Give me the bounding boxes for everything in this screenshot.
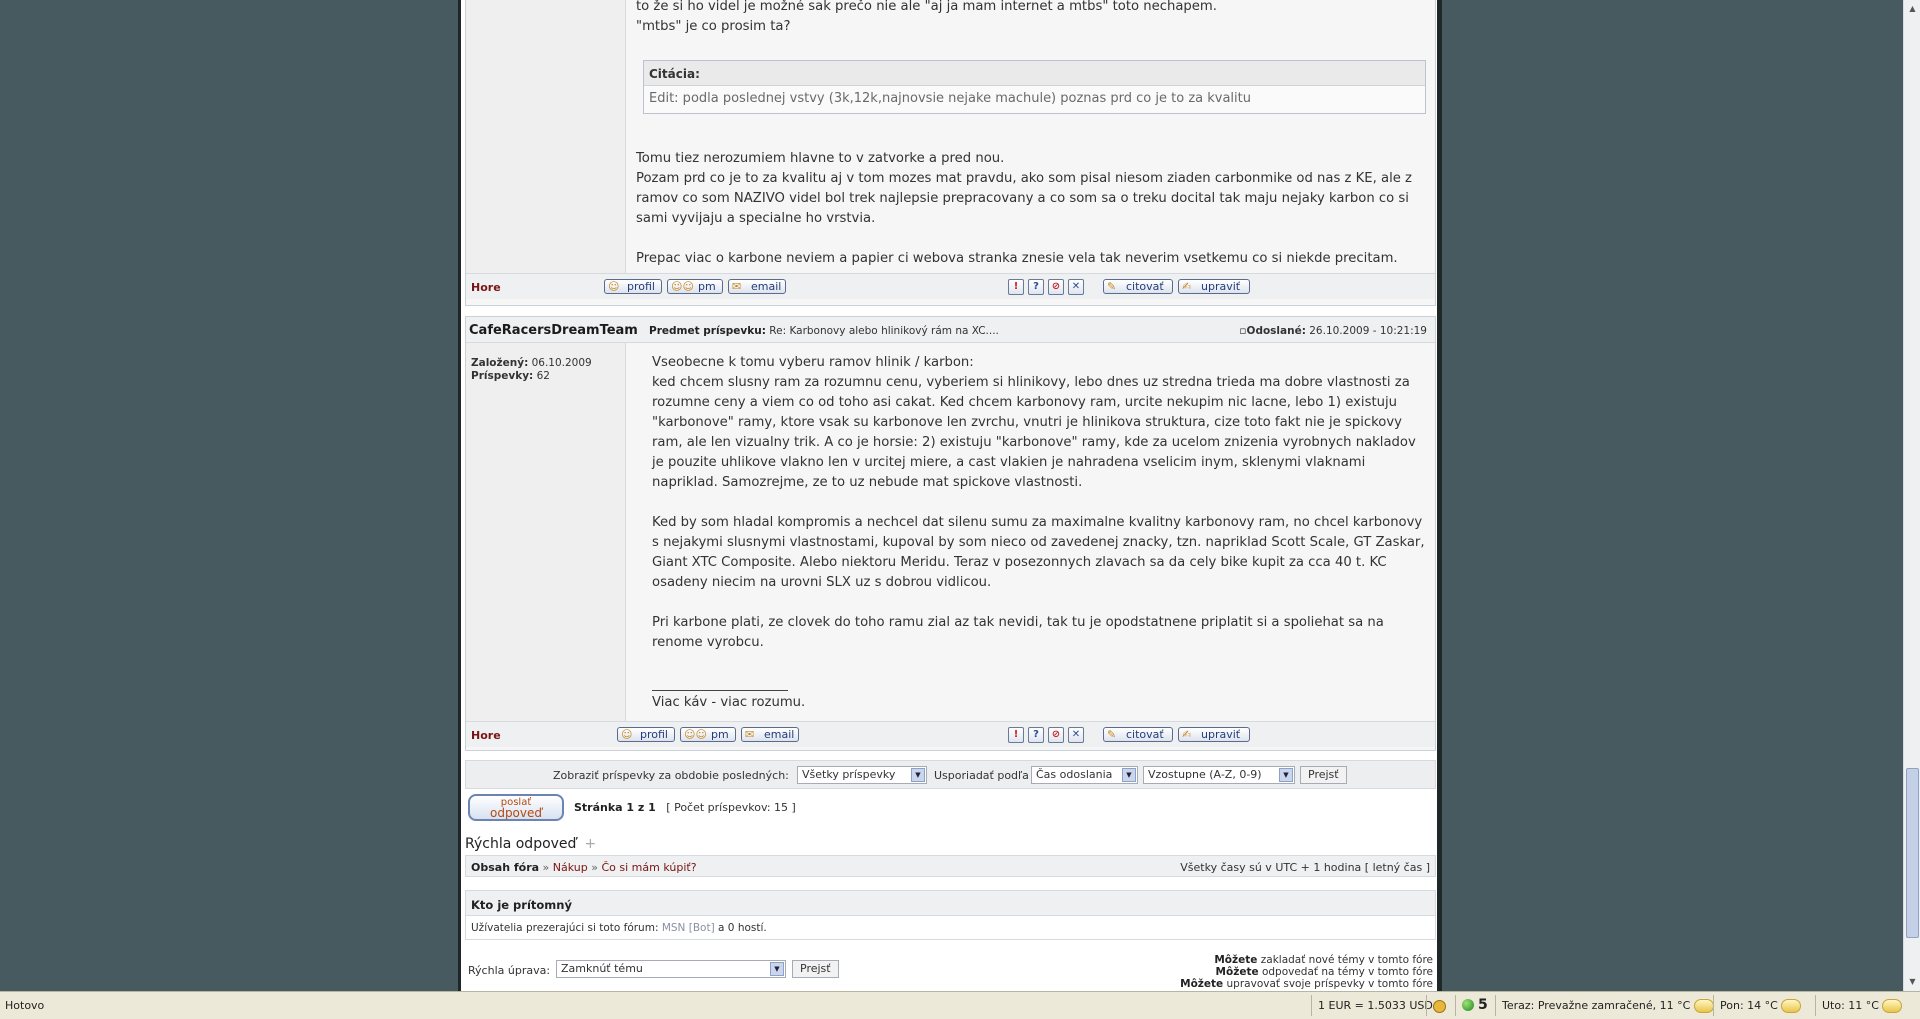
weather-monday[interactable]: Pon: 14 °C: [1713, 995, 1805, 1016]
pagination-info: Stránka 1 z 1 [ Počet príspevkov: 15 ]: [574, 801, 796, 814]
quote-button[interactable]: ✎ citovať: [1103, 279, 1173, 294]
post-actions: [466, 721, 1435, 747]
post-previous: [465, 0, 1436, 306]
browser-status-bar: [0, 991, 1920, 1019]
post-signature: Viac káv - viac rozumu.: [652, 695, 806, 710]
cloud-sun-icon: [1694, 999, 1714, 1013]
post-author[interactable]: CafeRacersDreamTeam: [469, 323, 638, 338]
edit-button[interactable]: ✍ upraviť: [1178, 727, 1250, 742]
permission-line: Môžete upravovať svoje príspevky v tomto fóre: [1180, 978, 1433, 990]
quote-text: Edit: podla poslednej vstvy (3k,12k,najnovsie nejake machule) poznas prd co je to za kvalitu: [649, 91, 1251, 106]
quote-bubble-icon: ✎: [1107, 280, 1117, 293]
warn-icon[interactable]: ⊘: [1048, 279, 1064, 295]
vertical-scrollbar[interactable]: [1903, 0, 1920, 991]
scrollbar-thumb[interactable]: [1906, 768, 1919, 938]
green-ball-icon: [1462, 999, 1474, 1011]
plus-icon[interactable]: +: [584, 836, 597, 852]
pm-button[interactable]: ☺☺ pm: [667, 279, 723, 294]
period-select[interactable]: Všetky príspevky ▼: [797, 766, 927, 784]
email-button[interactable]: ✉ email: [728, 279, 786, 294]
notification-counter[interactable]: 5: [1455, 995, 1488, 1016]
user-icon: ☺: [621, 728, 633, 741]
back-to-top-link[interactable]: Hore: [471, 729, 501, 742]
reply-button-top: poslať: [500, 797, 532, 808]
order-label: Usporiadať podľa: [934, 769, 1029, 782]
sort-bar: [465, 760, 1436, 789]
scroll-down-arrow-icon[interactable]: ▼: [1909, 977, 1916, 986]
quote-label: Citácia:: [644, 61, 1425, 86]
chevron-down-icon: ▼: [770, 962, 784, 976]
breadcrumb-forum-index[interactable]: Obsah fóra: [471, 861, 540, 874]
post: [465, 316, 1436, 751]
users-icon: ☺☺: [671, 280, 694, 293]
delete-icon[interactable]: ✕: [1068, 727, 1084, 743]
order-by-select[interactable]: Čas odoslania ▼: [1031, 766, 1138, 784]
edit-button[interactable]: ✍ upraviť: [1178, 279, 1250, 294]
chevron-down-icon: ▼: [1122, 768, 1136, 782]
email-button[interactable]: ✉ email: [741, 727, 799, 742]
who-is-online: [465, 890, 1436, 940]
currency-rate[interactable]: 1 EUR = 1.5033 USD: [1311, 995, 1433, 1016]
chevron-down-icon: ▼: [911, 768, 925, 782]
envelope-icon: ✉: [732, 280, 742, 293]
quote-bubble-icon: ✎: [1107, 728, 1117, 741]
breadcrumb-co-si-mam-kupit[interactable]: Čo si mám kúpiť?: [601, 861, 697, 874]
report-icon[interactable]: !: [1008, 279, 1024, 295]
online-title: Kto je prítomný: [466, 891, 1435, 916]
breadcrumb-nakup[interactable]: Nákup: [552, 861, 588, 874]
users-icon: ☺☺: [684, 728, 707, 741]
online-users: Užívatelia prezerajúci si toto fórum: MSN [Bot] a 0 hostí.: [471, 922, 767, 934]
weather-now[interactable]: Teraz: Prevažne zamračené, 11 °C: [1495, 995, 1718, 1016]
profile-button[interactable]: ☺ profil: [617, 727, 675, 742]
quick-mod-select[interactable]: Zamknúť tému ▼: [556, 960, 786, 978]
quote-box: [643, 60, 1426, 114]
pencil-icon: ✍: [1182, 280, 1192, 293]
quick-mod-go-button[interactable]: Prejsť: [792, 960, 839, 978]
post-author-column: [466, 0, 626, 273]
info-icon[interactable]: ?: [1028, 279, 1044, 295]
cloud-sun-icon: [1781, 999, 1801, 1013]
envelope-icon: ✉: [745, 728, 755, 741]
report-icon[interactable]: !: [1008, 727, 1024, 743]
info-icon[interactable]: ?: [1028, 727, 1044, 743]
weather-tuesday[interactable]: Uto: 11 °C: [1815, 995, 1906, 1016]
post-date: ▫Odoslané: 26.10.2009 - 10:21:19: [1239, 325, 1427, 337]
chevron-down-icon: ▼: [1279, 768, 1293, 782]
quote-button[interactable]: ✎ citovať: [1103, 727, 1173, 742]
forum-permissions: [1180, 954, 1433, 990]
sort-go-button[interactable]: Prejsť: [1300, 766, 1347, 784]
direction-select[interactable]: Vzostupne (A-Z, 0-9) ▼: [1143, 766, 1295, 784]
permission-line: Môžete zakladať nové témy v tomto fóre: [1214, 954, 1433, 966]
post-text: to že si ho videl je možné sak prečo nie ale "aj ja mam internet a mtbs" toto nechapem. "mtbs" je co prosim ta?: [636, 0, 1217, 34]
post-icon[interactable]: ▫: [1239, 325, 1247, 337]
user-icon: ☺: [608, 280, 620, 293]
post-reply-button[interactable]: [468, 794, 564, 821]
quick-reply-toggle[interactable]: Rýchla odpoveď +: [465, 836, 597, 852]
delete-icon[interactable]: ✕: [1068, 279, 1084, 295]
author-details: Založený: 06.10.2009 Príspevky: 62: [471, 357, 592, 382]
status-text: Hotovo: [5, 999, 45, 1012]
breadcrumb: [465, 855, 1436, 877]
post-body: Vseobecne k tomu vyberu ramov hlinik / karbon: ked chcem slusny ram za rozumnu cenu, vyberiem si hlinikovy, lebo dnes uz stredna trieda ma dobre vlastnosti za rozumne ceny a viem co od toho asi cakat. Ked chcem karbonovy ram, urcite nekupim nic lacne, lebo 1) existuju "karbonove" ramy, ktore vsak su karbonove len zvrchu, vnutri je hlinikova struktura, cize toto fakt nie je spickovy ram, ale len vizualny trik. A co je horsie: 2) existuju "karbonove" ramy, kde za ucelom znizenia vyrobnych nakladov je pouzite uhlikove vlakno len v urcitej miere, a cast vlakien je nahradena vselicim inym, sklenymi vlaknami napriklad. Samozrejme, ze to uz nebude mat spickove vlastnosti. Ked by som hladal kompromis a nechcel dat silenu sumu za maximalne kvalitny karbonovy ram, no chcel karbonovy s nejakymi slusnymi vlastnostami, kupoval by som nieco od zavedenej znacky, tzn. napriklad Scott Scale, GT Zaskar, Giant XTC Composite. Alebo niektoru Meridu. Teraz v posezonnych zlavach sa da cely bike kupit za cca 40 t. KC osadeny niecim na urovni SLX uz s dobrou vidlicou. Pri karbone plati, ze clovek do toho ramu zial az tak nevidi, tak tu je opodstatnene priplatit si a spoliehat sa na renome vyrobcu.: [652, 355, 1425, 650]
scroll-up-arrow-icon[interactable]: ▲: [1909, 4, 1916, 13]
reply-button-bottom: odpoveď: [489, 806, 543, 820]
quick-mod-label: Rýchla úprava:: [468, 964, 551, 977]
permission-line: Môžete odpovedať na témy v tomto fóre: [1215, 966, 1433, 978]
bot-user[interactable]: MSN [Bot]: [661, 922, 715, 934]
smiley-icon[interactable]: [1426, 995, 1450, 1016]
pm-button[interactable]: ☺☺ pm: [680, 727, 736, 742]
post-subject: Predmet príspevku: Re: Karbonovy alebo hlinikový rám na XC....: [649, 325, 999, 337]
period-label: Zobraziť príspevky za obdobie posledných:: [553, 769, 789, 782]
timezone-info: Všetky časy sú v UTC + 1 hodina [ letný čas ]: [1180, 861, 1430, 874]
cloud-sun-icon: [1882, 999, 1902, 1013]
post-text: Tomu tiez nerozumiem hlavne to v zatvorke a pred nou. Pozam prd co je to za kvalitu aj v tom mozes mat pravdu, ako som pisal niesom ziaden carbonmike od nas z KE, ale z ramov co som NAZIVO videl bol trek najlepsie prepracovany a co som sa o treku docital tak maju nejaky karbon co si sami vyvijaju a specialne ho vrstvia. Prepac viac o karbone neviem a papier ci webova stranka znesie vela tak neverim vsetkemu co si niekde precitam.: [636, 151, 1412, 266]
back-to-top-link[interactable]: Hore: [471, 281, 501, 294]
warn-icon[interactable]: ⊘: [1048, 727, 1064, 743]
post-header: [466, 317, 1435, 343]
post-actions: [466, 273, 1435, 299]
breadcrumb-trail: Obsah fóra » Nákup » Čo si mám kúpiť?: [471, 861, 697, 874]
forum-page: [458, 0, 1442, 991]
profile-button[interactable]: ☺ profil: [604, 279, 662, 294]
pencil-icon: ✍: [1182, 728, 1192, 741]
signature-divider: [652, 690, 788, 691]
